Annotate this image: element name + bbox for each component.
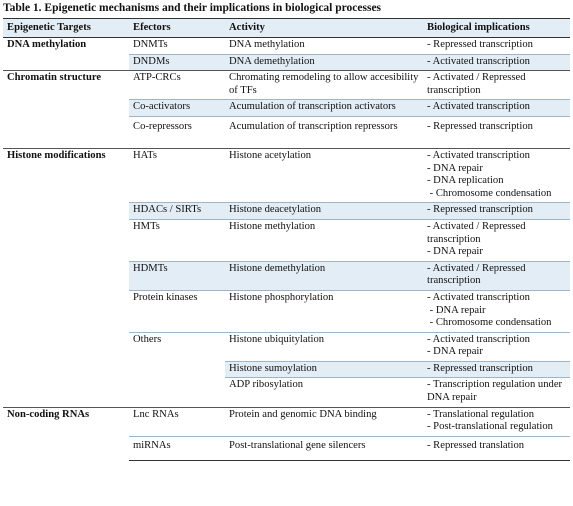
activity-cell: Histone phosphorylation xyxy=(225,290,423,332)
effector-cell: Lnc RNAs xyxy=(129,407,225,436)
table-row xyxy=(3,71,570,100)
implications-cell: - Repressed transcription xyxy=(427,39,533,50)
activity-cell: DNA demethylation xyxy=(225,54,423,71)
effector-cell: HDMTs xyxy=(129,261,225,290)
activity-cell: Histone acetylation xyxy=(225,148,423,202)
table-row xyxy=(3,407,570,436)
effector-cell: DNDMs xyxy=(129,54,225,71)
header-activity: Activity xyxy=(225,19,423,38)
implications-cell: - Activated transcription xyxy=(423,100,570,117)
table-row xyxy=(3,148,570,202)
activity-cell: Histone sumoylation xyxy=(225,361,423,378)
effector-cell: Co-activators xyxy=(129,100,225,117)
activity-cell: Histone ubiquitylation xyxy=(225,332,423,361)
implications-cell: - Repressed translation xyxy=(423,436,570,460)
target-cell: Histone modifications xyxy=(3,148,129,407)
implications-cell: - Repressed transcription xyxy=(423,116,570,148)
header-effectors: Efectors xyxy=(129,19,225,38)
effector-cell: Others xyxy=(129,332,225,407)
activity-cell: Acumulation of transcription repressors xyxy=(225,116,423,148)
target-cell: Chromatin structure xyxy=(3,71,129,149)
target-cell: DNA methylation xyxy=(7,39,87,50)
activity-cell: Histone deacetylation xyxy=(225,203,423,220)
header-epigenetic-targets: Epigenetic Targets xyxy=(3,19,129,38)
implications-cell: - Activated transcription - DNA repair - DNA replication - Chromosome condensation xyxy=(423,148,570,202)
implications-cell: - Transcription regulation under DNA repair xyxy=(423,378,570,407)
header-biological-implications: Biological implications xyxy=(423,19,570,38)
implications-cell: - Translational regulation - Post-translational regulation xyxy=(423,407,570,436)
effector-cell: ATP-CRCs xyxy=(129,71,225,100)
table-caption: Table 1. Epigenetic mechanisms and their implications in biological processes xyxy=(3,2,382,14)
implications-cell: - Activated / Repressed transcription xyxy=(423,261,570,290)
implications-cell: - Activated / Repressed transcription xyxy=(423,71,570,100)
table-row xyxy=(3,38,570,55)
table-header-row xyxy=(3,19,570,38)
activity-cell: Histone demethylation xyxy=(225,261,423,290)
activity-cell: Histone methylation xyxy=(225,219,423,261)
target-cell: Non-coding RNAs xyxy=(3,407,129,460)
effector-cell: HATs xyxy=(129,148,225,202)
activity-cell: Chromating remodeling to allow accesibility of TFs xyxy=(225,71,423,100)
implications-cell: - Activated transcription - DNA repair xyxy=(423,332,570,361)
activity-cell: Post-translational gene silencers xyxy=(225,436,423,460)
activity-cell: ADP ribosylation xyxy=(225,378,423,407)
effector-cell: HMTs xyxy=(129,219,225,261)
implications-cell: - Activated transcription - DNA repair - Chromosome condensation xyxy=(423,290,570,332)
epigenetics-table xyxy=(3,18,570,461)
effector-cell: DNMTs xyxy=(133,39,168,50)
implications-cell: - Repressed transcription xyxy=(423,203,570,220)
activity-cell: DNA methylation xyxy=(229,39,305,50)
implications-cell: - Activated transcription xyxy=(423,54,570,71)
implications-cell: - Activated / Repressed transcription - DNA repair xyxy=(423,219,570,261)
effector-cell: Co-repressors xyxy=(129,116,225,148)
effector-cell: miRNAs xyxy=(129,436,225,460)
implications-cell: - Repressed transcription xyxy=(423,361,570,378)
effector-cell: HDACs / SIRTs xyxy=(129,203,225,220)
activity-cell: Acumulation of transcription activators xyxy=(225,100,423,117)
activity-cell: Protein and genomic DNA binding xyxy=(225,407,423,436)
effector-cell: Protein kinases xyxy=(129,290,225,332)
